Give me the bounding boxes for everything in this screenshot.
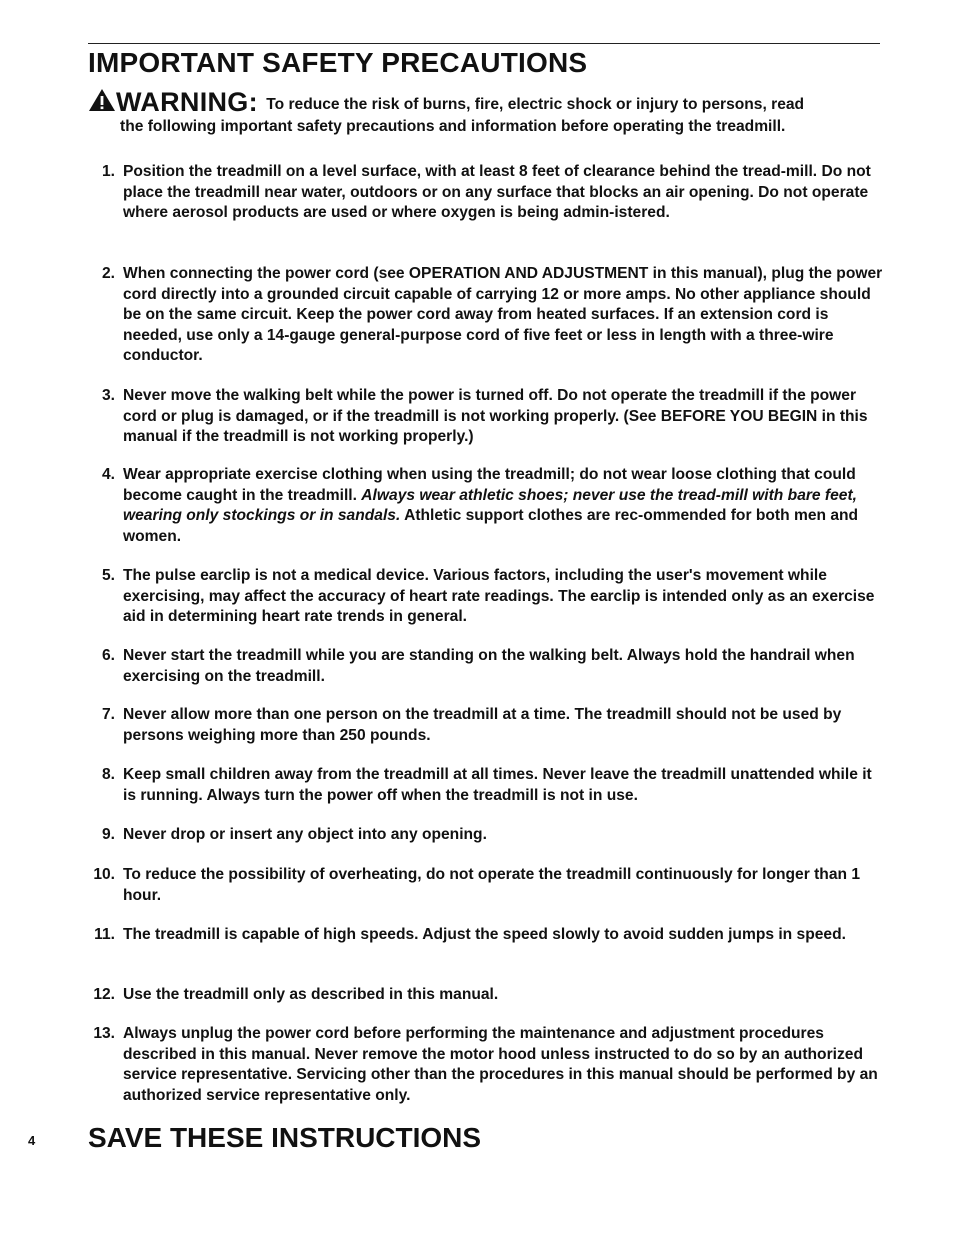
item-text: Always unplug the power cord before performing the maintenance and adjustment procedures described in this manual. Never remove the motor hood unless instructed to do so by an authorized service representative. Servicing other than the procedures in this manual should be performed by an authorized service representative only. [123,1025,878,1104]
item-number: 6. [101,647,115,664]
precaution-item [93,985,888,1006]
item-number: 5. [101,567,115,584]
item-text: The pulse earclip is not a medical device. Various factors, including the user's movement while exercising, may affect the accuracy of heart rate readings. The earclip is intended only as an exercise aid in determining heart rate trends in general. [123,567,875,625]
item-number: 7. [101,706,115,723]
item-emphasis: Always wear athletic shoes; never use the tread-mill with bare feet, wearing only stockings or in sandals. [123,486,857,524]
item-number: 9. [101,826,115,843]
precaution-item [101,264,888,367]
item-text: To reduce the possibility of overheating, do not operate the treadmill continuously for longer than 1 hour. [123,866,861,904]
precaution-item [101,765,888,806]
warning-triangle-icon [88,88,116,112]
precaution-item [94,925,888,946]
top-divider [88,43,880,44]
item-text: Never move the walking belt while the power is turned off. Do not operate the treadmill if the power cord or plug is damaged, or if the treadmill is not working properly. (See BEFORE YOU BEGIN in this manual if the treadmill is not working properly.) [123,387,868,445]
warning-label: WARNING: [116,87,258,117]
item-text: Never drop or insert any object into any opening. [123,826,487,843]
page-title: IMPORTANT SAFETY PRECAUTIONS [88,47,588,78]
page-number: 4 [28,1133,36,1148]
item-number: 12. [93,986,115,1003]
warning-text-line1: To reduce the risk of burns, fire, electric shock or injury to persons, read [266,96,805,113]
item-text: When connecting the power cord (see OPERATION AND ADJUSTMENT in this manual), plug the power cord directly into a grounded circuit capable of carrying 12 or more amps. No other appliance should be on the same circuit. Keep the power cord away from heated surfaces. If an extension cord is needed, use only a 14-gauge general-purpose cord of five feet or less in length with a three-wire conductor. [123,265,883,364]
precaution-item [101,705,888,746]
item-number: 4. [101,466,115,483]
item-number: 1. [101,163,115,180]
precaution-item [93,865,888,906]
item-number: 8. [101,766,115,783]
warning-text-line2: the following important safety precautions and information before operating the treadmill. [120,118,786,135]
item-number: 11. [94,926,115,943]
footer-title: SAVE THESE INSTRUCTIONS [88,1122,482,1153]
precaution-item [101,162,888,224]
precaution-item [101,646,888,687]
precaution-item [101,386,888,448]
item-number: 3. [101,387,115,404]
item-number: 2. [101,265,115,282]
item-text: The treadmill is capable of high speeds. Adjust the speed slowly to avoid sudden jumps in speed. [123,926,846,943]
precaution-item [93,1024,888,1106]
precaution-item [101,825,888,846]
warning-block [88,88,888,138]
item-text: Use the treadmill only as described in this manual. [123,986,499,1003]
precaution-item [101,566,888,628]
precaution-item [101,465,888,547]
item-text: Keep small children away from the treadmill at all times. Never leave the treadmill unattended while it is running. Always turn the power off when the treadmill is not in use. [123,766,872,804]
item-text: Never start the treadmill while you are standing on the walking belt. Always hold the handrail when exercising on the treadmill. [123,647,855,685]
item-number: 10. [93,866,115,883]
item-text: Position the treadmill on a level surface, with at least 8 feet of clearance behind the tread-mill. Do not place the treadmill near water, outdoors or on any surface that blocks an air opening. Do not operate where aerosol products are used or where oxygen is being admin-istered. [123,163,871,221]
item-text: Never allow more than one person on the treadmill at a time. The treadmill should not be used by persons weighing more than 250 pounds. [123,706,842,744]
item-number: 13. [93,1025,115,1042]
item-text: Wear appropriate exercise clothing when using the treadmill; do not wear loose clothing that could become caught in the treadmill. Always wear athletic shoes; never use the tread-mill with bare feet, wearing only stockings or in sandals. Athletic support clothes are rec-ommended for both men and women. [123,466,859,545]
